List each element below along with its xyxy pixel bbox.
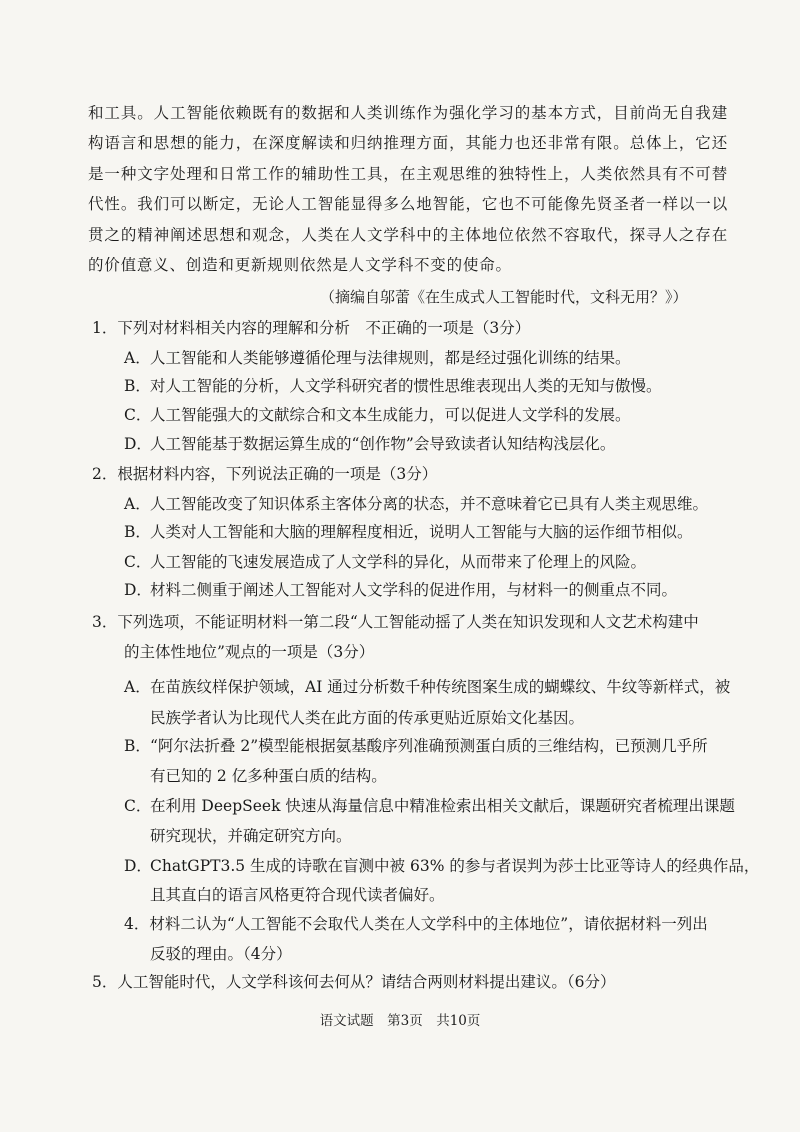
q3-option-b (124, 736, 708, 756)
question-number: 2． (92, 465, 118, 483)
option-text: 人类对人工智能和大脑的理解程度相近，说明人工智能与大脑的运作细节相似。 (150, 523, 693, 541)
passage-paragraph: 和工具。人工智能依赖既有的数据和人类训练作为强化学习的基本方式，目前尚无自我建构语言和思想的能力，在深度解读和归纳推理方面，其能力也还非常有限。总体上，它还是一种文字处理和日常工作的辅助性工具，在主观思维的独特性上，人类依然具有不可替代性。我们可以断定，无论人工智能显得多么地智能，它也不可能像先贤圣者一样以一以贯之的精神阐述思想和观念，人类在人文学科中的主体地位依然不容取代，探寻人之存在的价值意义、创造和更新规则依然是人文学科不变的使命。 (88, 104, 728, 275)
option-label: D． (124, 857, 152, 875)
q2-option-a (124, 494, 708, 514)
option-text: 人工智能基于数据运算生成的“创作物”会导致读者认知结构浅层化。 (150, 435, 616, 453)
q2-option-b (124, 522, 693, 542)
option-text: ChatGPT3.5 生成的诗歌在盲测中被 63% 的参与者误判为莎士比亚等诗人的经典作品， (150, 857, 760, 875)
option-label: A． (124, 495, 151, 513)
reading-passage (88, 98, 728, 280)
q1-option-b (124, 376, 662, 396)
option-label: A． (124, 678, 151, 696)
option-label: C． (124, 553, 152, 571)
question-stem: 根据材料内容，下列说法正确的一项是（3分） (117, 465, 438, 483)
q2-option-d (124, 580, 677, 600)
question-number: 3． (92, 613, 118, 631)
option-label: D． (124, 435, 152, 453)
q3-option-d (124, 856, 759, 876)
option-label: B． (124, 737, 151, 755)
option-label: A． (124, 349, 151, 367)
option-text: “阿尔法折叠 2”模型能根据氨基酸序列准确预测蛋白质的三维结构，已预测几乎所 (150, 737, 708, 755)
question-5 (92, 972, 616, 992)
question-number: 4． (124, 915, 150, 933)
q1-option-d (124, 434, 615, 454)
option-text: 人工智能强大的文献综合和文本生成能力，可以促进人文学科的发展。 (150, 406, 631, 424)
option-label: D． (124, 581, 152, 599)
option-text: 材料二侧重于阐述人工智能对人文学科的促进作用，与材料一的侧重点不同。 (150, 581, 678, 599)
q3-option-b-cont: 有已知的 2 亿多种蛋白质的结构。 (150, 767, 387, 785)
question-stem: 下列选项，不能证明材料一第二段“人工智能动摇了人类在知识发现和人文艺术构建中 (117, 613, 699, 631)
option-text: 人工智能的飞速发展造成了人文学科的异化，从而带来了伦理上的风险。 (150, 553, 647, 571)
q3-option-c-cont: 研究现状，并确定研究方向。 (150, 827, 352, 845)
q2-option-c (124, 552, 646, 572)
question-stem: 下列对材料相关内容的理解和分析 不正确的一项是（3分） (117, 319, 531, 337)
option-label: C． (124, 797, 152, 815)
option-text: 对人工智能的分析，人文学科研究者的惯性思维表现出人类的无知与傲慢。 (150, 377, 662, 395)
option-label: B． (124, 523, 151, 541)
q3-option-a (124, 677, 730, 697)
q1-option-c (124, 405, 631, 425)
question-4-stem-cont: 反驳的理由。（4分） (150, 945, 292, 963)
q3-option-d-cont: 且其直白的语言风格更符合现代读者偏好。 (150, 886, 445, 904)
question-4 (124, 914, 708, 934)
q1-option-a (124, 348, 631, 368)
question-stem: 人工智能时代，人文学科该何去何从？请结合两则材料提出建议。（6分） (117, 973, 616, 991)
option-text: 在利用 DeepSeek 快速从海量信息中精准检索出相关文献后，课题研究者梳理出课题 (150, 797, 735, 815)
option-text: 人工智能和人类能够遵循伦理与法律规则，都是经过强化训练的结果。 (150, 349, 631, 367)
page-footer: 语文试题 第3页 共10页 (319, 1013, 481, 1029)
q3-option-c (124, 796, 735, 816)
option-label: B． (124, 377, 151, 395)
question-3 (92, 612, 699, 632)
option-label: C． (124, 406, 152, 424)
passage-source: （摘编自邬蕾《在生成式人工智能时代，文科无用？》） (320, 288, 688, 306)
question-3-stem-cont: 的主体性地位”观点的一项是（3分） (124, 643, 375, 661)
option-text: 人工智能改变了知识体系主客体分离的状态，并不意味着它已具有人类主观思维。 (150, 495, 709, 513)
q3-option-a-cont: 民族学者认为比现代人类在此方面的传承更贴近原始文化基因。 (150, 709, 585, 727)
option-text: 在苗族纹样保护领域，AI 通过分析数千种传统图案生成的蝴蝶纹、牛纹等新样式，被 (150, 678, 731, 696)
question-number: 5． (92, 973, 118, 991)
question-stem: 材料二认为“人工智能不会取代人类在人文学科中的主体地位”，请依据材料一列出 (149, 915, 708, 933)
question-number: 1． (92, 319, 118, 337)
question-2 (92, 464, 437, 484)
question-1 (92, 318, 530, 338)
